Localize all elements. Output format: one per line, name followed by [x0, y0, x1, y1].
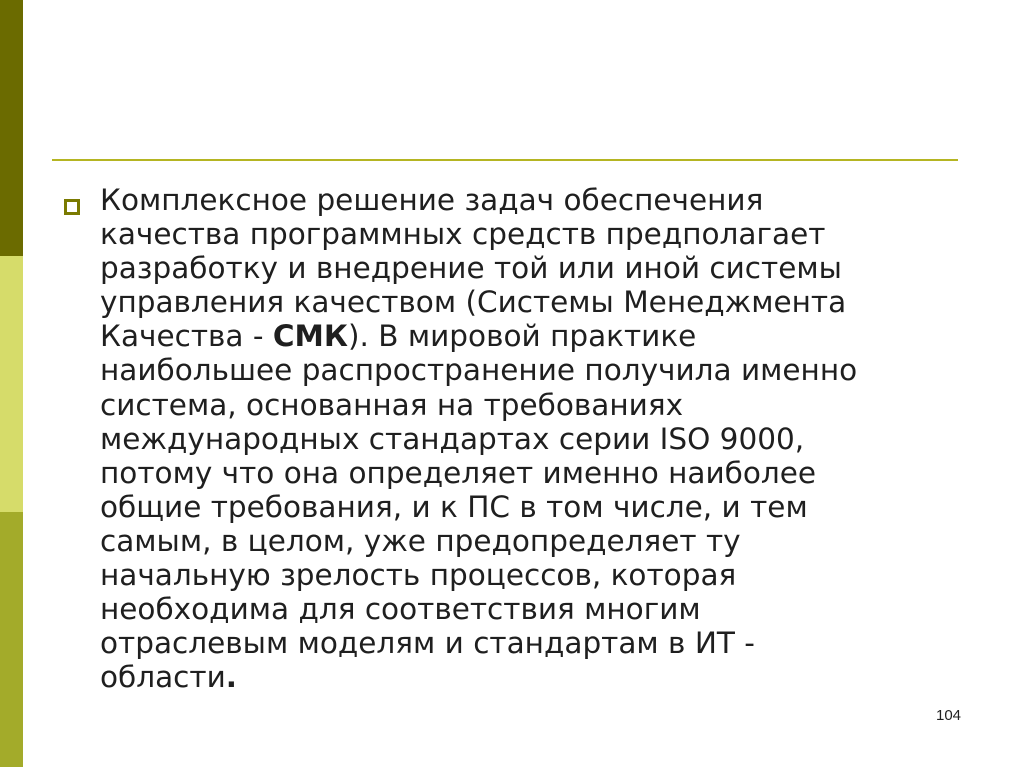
- paragraph-text: области: [100, 660, 226, 695]
- paragraph-line: система, основанная на требованиях: [100, 387, 684, 422]
- acronym-bold: СМК: [272, 319, 348, 354]
- paragraph-line: управления качеством (Системы Менеджмента: [100, 285, 847, 320]
- hollow-square-bullet-icon: [64, 199, 80, 215]
- body-paragraph: [100, 183, 980, 694]
- paragraph-last-line: [100, 660, 980, 694]
- paragraph-line-with-acronym: [100, 319, 980, 353]
- paragraph-line: отраслевым моделям и стандартам в ИТ -: [100, 626, 755, 661]
- paragraph-line: наибольшее распространение получила именно: [100, 353, 858, 388]
- title-divider-line: [52, 159, 958, 161]
- paragraph-line: международных стандартах серии ISO 9000,: [100, 421, 805, 456]
- paragraph-line: разработку и внедрение той или иной системы: [100, 251, 842, 286]
- page-number: 104: [936, 707, 962, 724]
- paragraph-line: начальную зрелость процессов, которая: [100, 558, 737, 593]
- paragraph-text: ). В мировой практике: [348, 319, 697, 354]
- paragraph-text: Качества -: [100, 319, 273, 354]
- paragraph-line: потому что она определяет именно наиболее: [100, 455, 817, 490]
- paragraph-line: общие требования, и к ПС в том числе, и тем: [100, 489, 808, 524]
- paragraph-line: самым, в целом, уже предопределяет ту: [100, 523, 741, 558]
- paragraph-line: Комплексное решение задач обеспечения: [100, 183, 764, 217]
- left-accent-bar-top: [0, 0, 23, 256]
- left-accent-bar-bottom: [0, 512, 23, 767]
- left-accent-bar-middle: [0, 256, 23, 512]
- paragraph-end-period: .: [225, 660, 237, 695]
- paragraph-line: необходима для соответствия многим: [100, 592, 701, 627]
- paragraph-line: качества программных средств предполагает: [100, 217, 826, 252]
